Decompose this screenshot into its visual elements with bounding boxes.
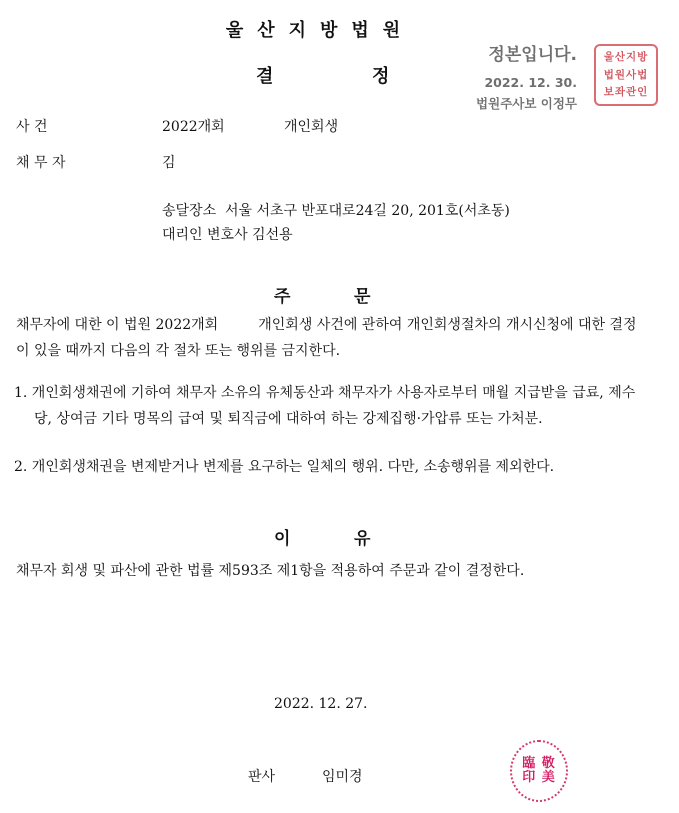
reason-heading-right: 유: [354, 529, 371, 549]
certification-date: 2022. 12. 30.: [484, 75, 577, 90]
judge-seal-row: 臨 敬: [522, 756, 556, 772]
court-seal-row: 보좌관인: [603, 86, 649, 99]
judge-title: 판사: [248, 769, 276, 785]
debtor-label: 채 무 자: [16, 155, 66, 171]
court-name: 울산지방법원: [225, 20, 415, 41]
decision-title-left: 결: [256, 66, 274, 87]
case-label: 사 건: [16, 119, 48, 135]
legal-agent: 대리인 변호사 김선용: [162, 227, 293, 243]
certification-text: 정본입니다.: [488, 45, 577, 65]
certification-clerk: 법원주사보 이정무: [476, 96, 577, 111]
certification-block: [452, 40, 577, 112]
court-seal-row: 울산지방: [603, 51, 649, 64]
debtor-name: 김: [162, 155, 176, 171]
judge-seal-row: 印 美: [522, 770, 556, 785]
reason-paragraph: 채무자 회생 및 파산에 관한 법률 제593조 제1항을 적용하여 주문과 같이 결정한다.: [16, 563, 525, 579]
case-number: 2022개회: [162, 119, 225, 135]
judge-name: 임미경: [322, 769, 363, 785]
order-item-2: 2. 개인회생채권을 변제받거나 변제를 요구하는 일체의 행위. 다만, 소송행위를 제외한다.: [14, 459, 555, 475]
order-paragraph: 채무자에 대한 이 법원 2022개회 개인회생 사건에 관하여 개인회생절차의 개시신청에 대한 결정이 있을 때까지 다음의 각 절차 또는 행위를 금지한다.: [16, 317, 637, 359]
order-item-1: 1. 개인회생채권에 기하여 채무자 소유의 유체동산과 채무자가 사용자로부터 매월 지급받을 급료, 제수당, 상여금 기타 명목의 급여 및 퇴직금에 대하여 하는 강제집행·가압류 또는 가처분.: [14, 385, 636, 427]
reason-heading-left: 이: [274, 529, 291, 549]
decision-title-right: 정: [372, 66, 390, 87]
service-address: 송달장소 서울 서초구 반포대로24길 20, 201호(서초동): [162, 203, 510, 219]
case-name: 개인회생: [284, 119, 339, 135]
decision-date: 2022. 12. 27.: [274, 696, 368, 712]
order-heading-left: 주: [274, 287, 291, 307]
court-seal-icon: [594, 44, 658, 106]
court-seal-row: 법원사법: [603, 68, 649, 81]
order-heading-right: 문: [354, 287, 371, 307]
judge-seal-icon: [510, 740, 568, 802]
